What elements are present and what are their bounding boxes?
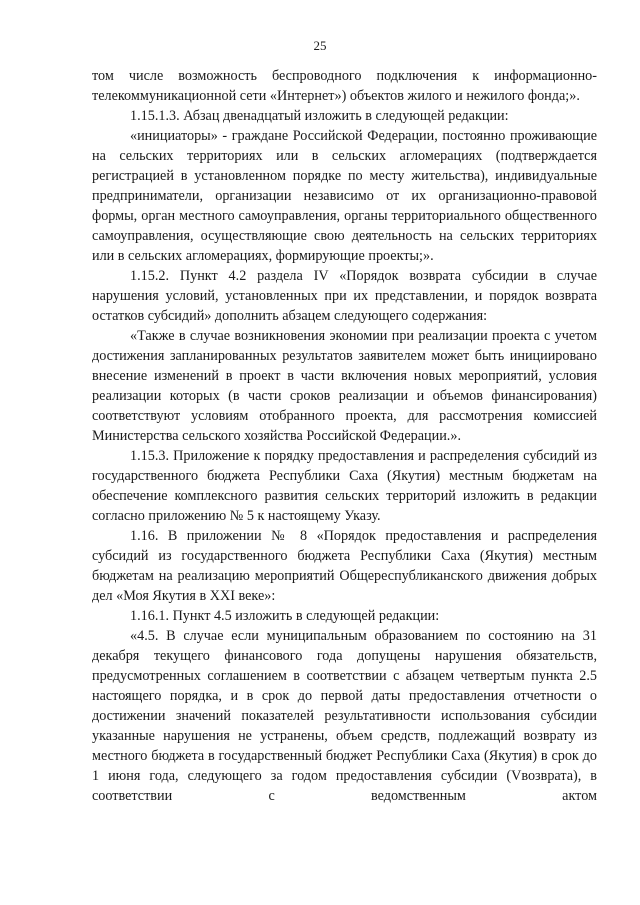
paragraph-1-15-2: 1.15.2. Пункт 4.2 раздела IV «Порядок возврата субсидии в случае нарушения условий, установленных при их представлении, и порядок возврата остатков субсидий» дополнить абзацем следующего содержания: <box>92 268 597 324</box>
paragraph-1-15-1-3: 1.15.1.3. Абзац двенадцатый изложить в следующей редакции: <box>130 108 509 124</box>
paragraph-savings-clause: «Также в случае возникновения экономии при реализации проекта с учетом достижения запланированных результатов заявителем может быть инициировано внесение изменений в проект в части включения новых мероприятий, условия реализации которых (в части сроков реализации и объемов финансирования) соответствуют условиям отобранного проекта, для рассмотрения комиссией Министерства сельского хозяйства Российской Федерации.». <box>92 328 597 444</box>
paragraph-1-16: 1.16. В приложении № 8 «Порядок предоставления и распределения субсидий из государственного бюджета Республики Саха (Якутия) местным бюджетам на реализацию мероприятий Общереспубликанского движения добрых дел «Моя Якутия в XXI веке»: <box>92 528 597 604</box>
paragraph-1-15-3: 1.15.3. Приложение к порядку предоставления и распределения субсидий из государственного бюджета Республики Саха (Якутия) местным бюджетам на обеспечение комплексного развития сельских территорий изложить в редакции согласно приложению № 5 к настоящему Указу. <box>92 448 597 524</box>
paragraph-4-5: «4.5. В случае если муниципальным образованием по состоянию на 31 декабря текущего финансового года допущены нарушения обязательств, предусмотренных соглашением в соответствии с абзацем четвертым пункта 2.5 настоящего порядка, и в срок до первой даты предоставления отчетности о достижении значений показателей результативности использования субсидии указанные нарушения не устранены, объем средств, подлежащий возврату из местного бюджета в государственный бюджет Республики Саха (Якутия) в срок до 1 июня года, следующего за годом предоставления субсидии (Vвозврата), в соответствии с ведомственным актом <box>92 628 597 804</box>
paragraph-initiators-definition: «инициаторы» - граждане Российской Федерации, постоянно проживающие на сельских территориях или в сельских агломерациях (подтверждается регистрацией в установленном порядке по месту жительства), индивидуальные предприниматели, организации независимо от их организационно-правовой формы, орган местного самоуправления, органы территориального общественного самоуправления, осуществляющие свою деятельность на сельских территориях или в сельских агломерациях, формирующие проекты;». <box>92 128 597 264</box>
paragraph-continuation: том числе возможность беспроводного подключения к информационно-телекоммуникационной сети «Интернет») объектов жилого и нежилого фонда;». <box>92 68 597 104</box>
page-number: 25 <box>313 38 327 53</box>
document-body <box>92 66 597 806</box>
paragraph-1-16-1: 1.16.1. Пункт 4.5 изложить в следующей редакции: <box>130 608 440 624</box>
